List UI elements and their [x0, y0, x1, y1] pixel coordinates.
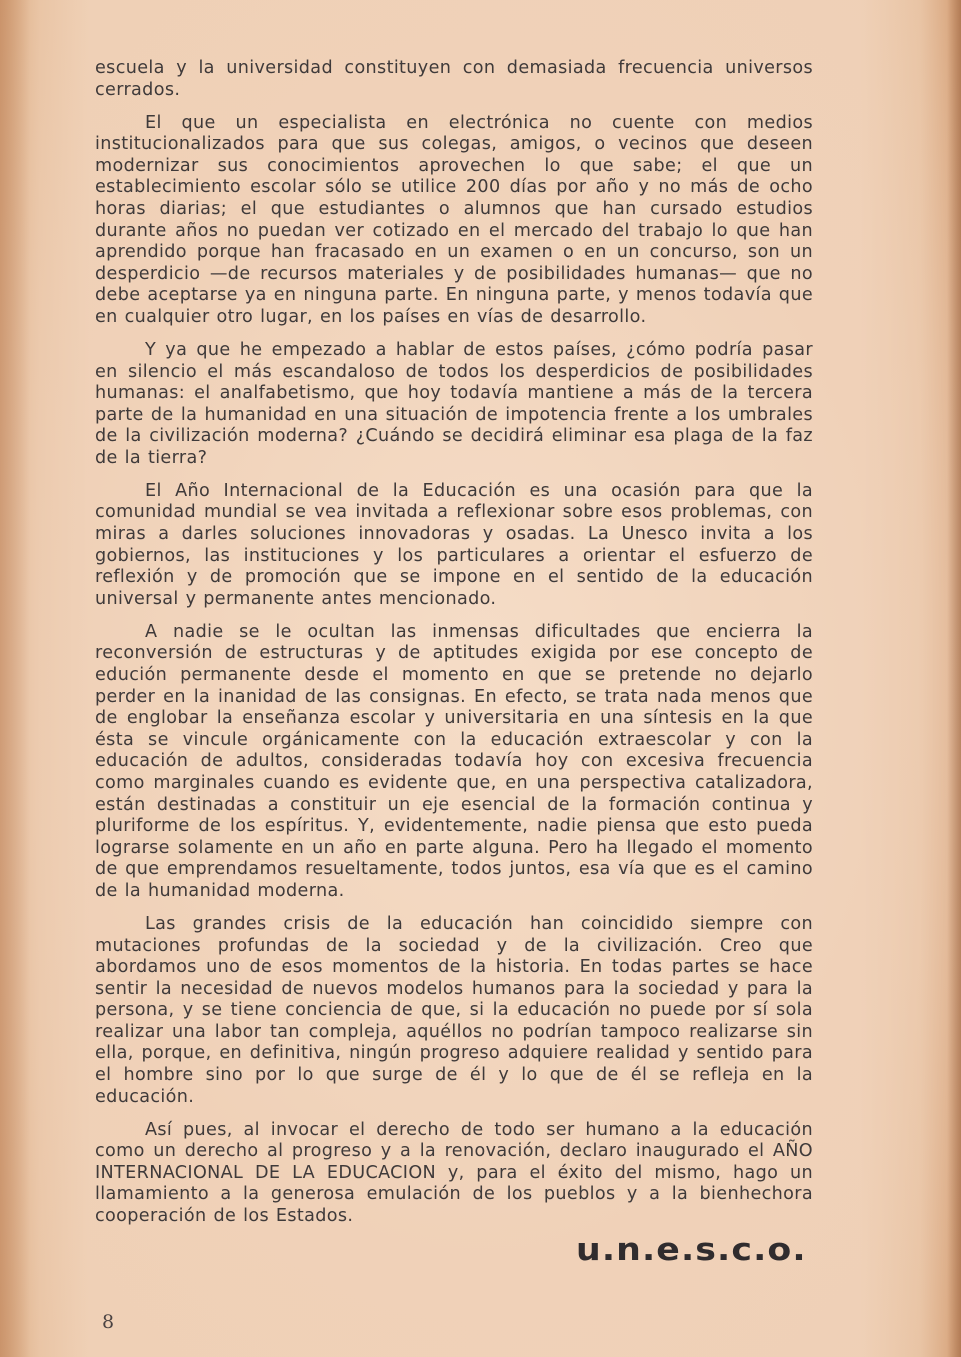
page-number: 8	[102, 1311, 115, 1333]
paragraph-2: El que un especialista en electrónica no cuente con medios institucionalizados para que sus colegas, amigos, o vecinos que deseen modernizar sus conocimientos aprovechen lo que sabe; el que un establecimiento escolar sólo se utilice 200 días por año y no más de ocho horas diarias; el que estudiantes o alumnos que han cursado estudios durante años no puedan ver cotizado en el mercado del trabajo lo que han aprendido porque han fracasado en un examen o en un concurso, son un desperdicio —de recursos materiales y de posibilidades humanas— que no debe aceptarse ya en ninguna parte. En ninguna parte, y menos todavía que en cualquier otro lugar, en los países en vías de desarrollo.	[95, 112, 813, 327]
paragraph-6: Las grandes crisis de la educación han coincidido siempre con mutaciones profundas de la sociedad y de la civilización. Creo que abordamos uno de esos momentos de la historia. En todas partes se hace sentir la necesidad de nuevos modelos humanos para la sociedad y para la persona, y se tiene conciencia de que, si la educación no puede por sí sola realizar una labor tan compleja, aquéllos no podrían tampoco realizarse sin ella, porque, en definitiva, ningún progreso adquiere realidad y sentido para el hombre sino por lo que surge de él y lo que de él se refleja en la educación.	[95, 913, 813, 1107]
paragraph-1: escuela y la universidad constituyen con demasiada frecuencia universos cerrados.	[95, 58, 813, 100]
paragraph-5: A nadie se le ocultan las inmensas dificultades que encierra la reconversión de estructuras y de aptitudes exigida por ese concepto de edución permanente desde el momento en que se pretende no dejarlo perder en la inanidad de las consignas. En efecto, se trata nada menos que de englobar la enseñanza escolar y universitaria en una síntesis en la que ésta se vincule orgánicamente con la educación extraescolar y con la educación de adultos, consideradas todavía hoy con excesiva frecuencia como marginales cuando es evidente que, en una perspectiva catalizadora, están destinadas a constituir un eje esencial de la formación continua y pluriforme de los espíritus. Y, evidentemente, nadie piensa que esto pueda lograrse solamente en un año en parte alguna. Pero ha llegado el momento de que emprendamos resueltamente, todos juntos, esa vía que es el camino de la humanidad moderna.	[95, 621, 813, 901]
paragraph-3: Y ya que he empezado a hablar de estos países, ¿cómo podría pasar en silencio el más escandaloso de todos los desperdicios de posibilidades humanas: el analfabetismo, que hoy todavía mantiene a más de la tercera parte de la humanidad en una situación de impotencia frente a los umbrales de la civilización moderna? ¿Cuándo se decidirá eliminar esa plaga de la faz de la tierra?	[95, 339, 813, 468]
body-text	[95, 58, 813, 1239]
signature: u.n.e.s.c.o.	[576, 1232, 807, 1268]
paragraph-7: Así pues, al invocar el derecho de todo ser humano a la educación como un derecho al progreso y a la renovación, declaro inaugurado el AÑO INTERNACIONAL DE LA EDUCACION y, para el éxito del mismo, hago un llamamiento a la generosa emulación de los pueblos y a la bienhechora cooperación de los Estados.	[95, 1119, 813, 1227]
paragraph-4: El Año Internacional de la Educación es una ocasión para que la comunidad mundial se vea invitada a reflexionar sobre esos problemas, con miras a darles soluciones innovadoras y osadas. La Unesco invita a los gobiernos, las instituciones y los particulares a orientar el esfuerzo de reflexión y de promoción que se impone en el sentido de la educación universal y permanente antes mencionado.	[95, 480, 813, 609]
